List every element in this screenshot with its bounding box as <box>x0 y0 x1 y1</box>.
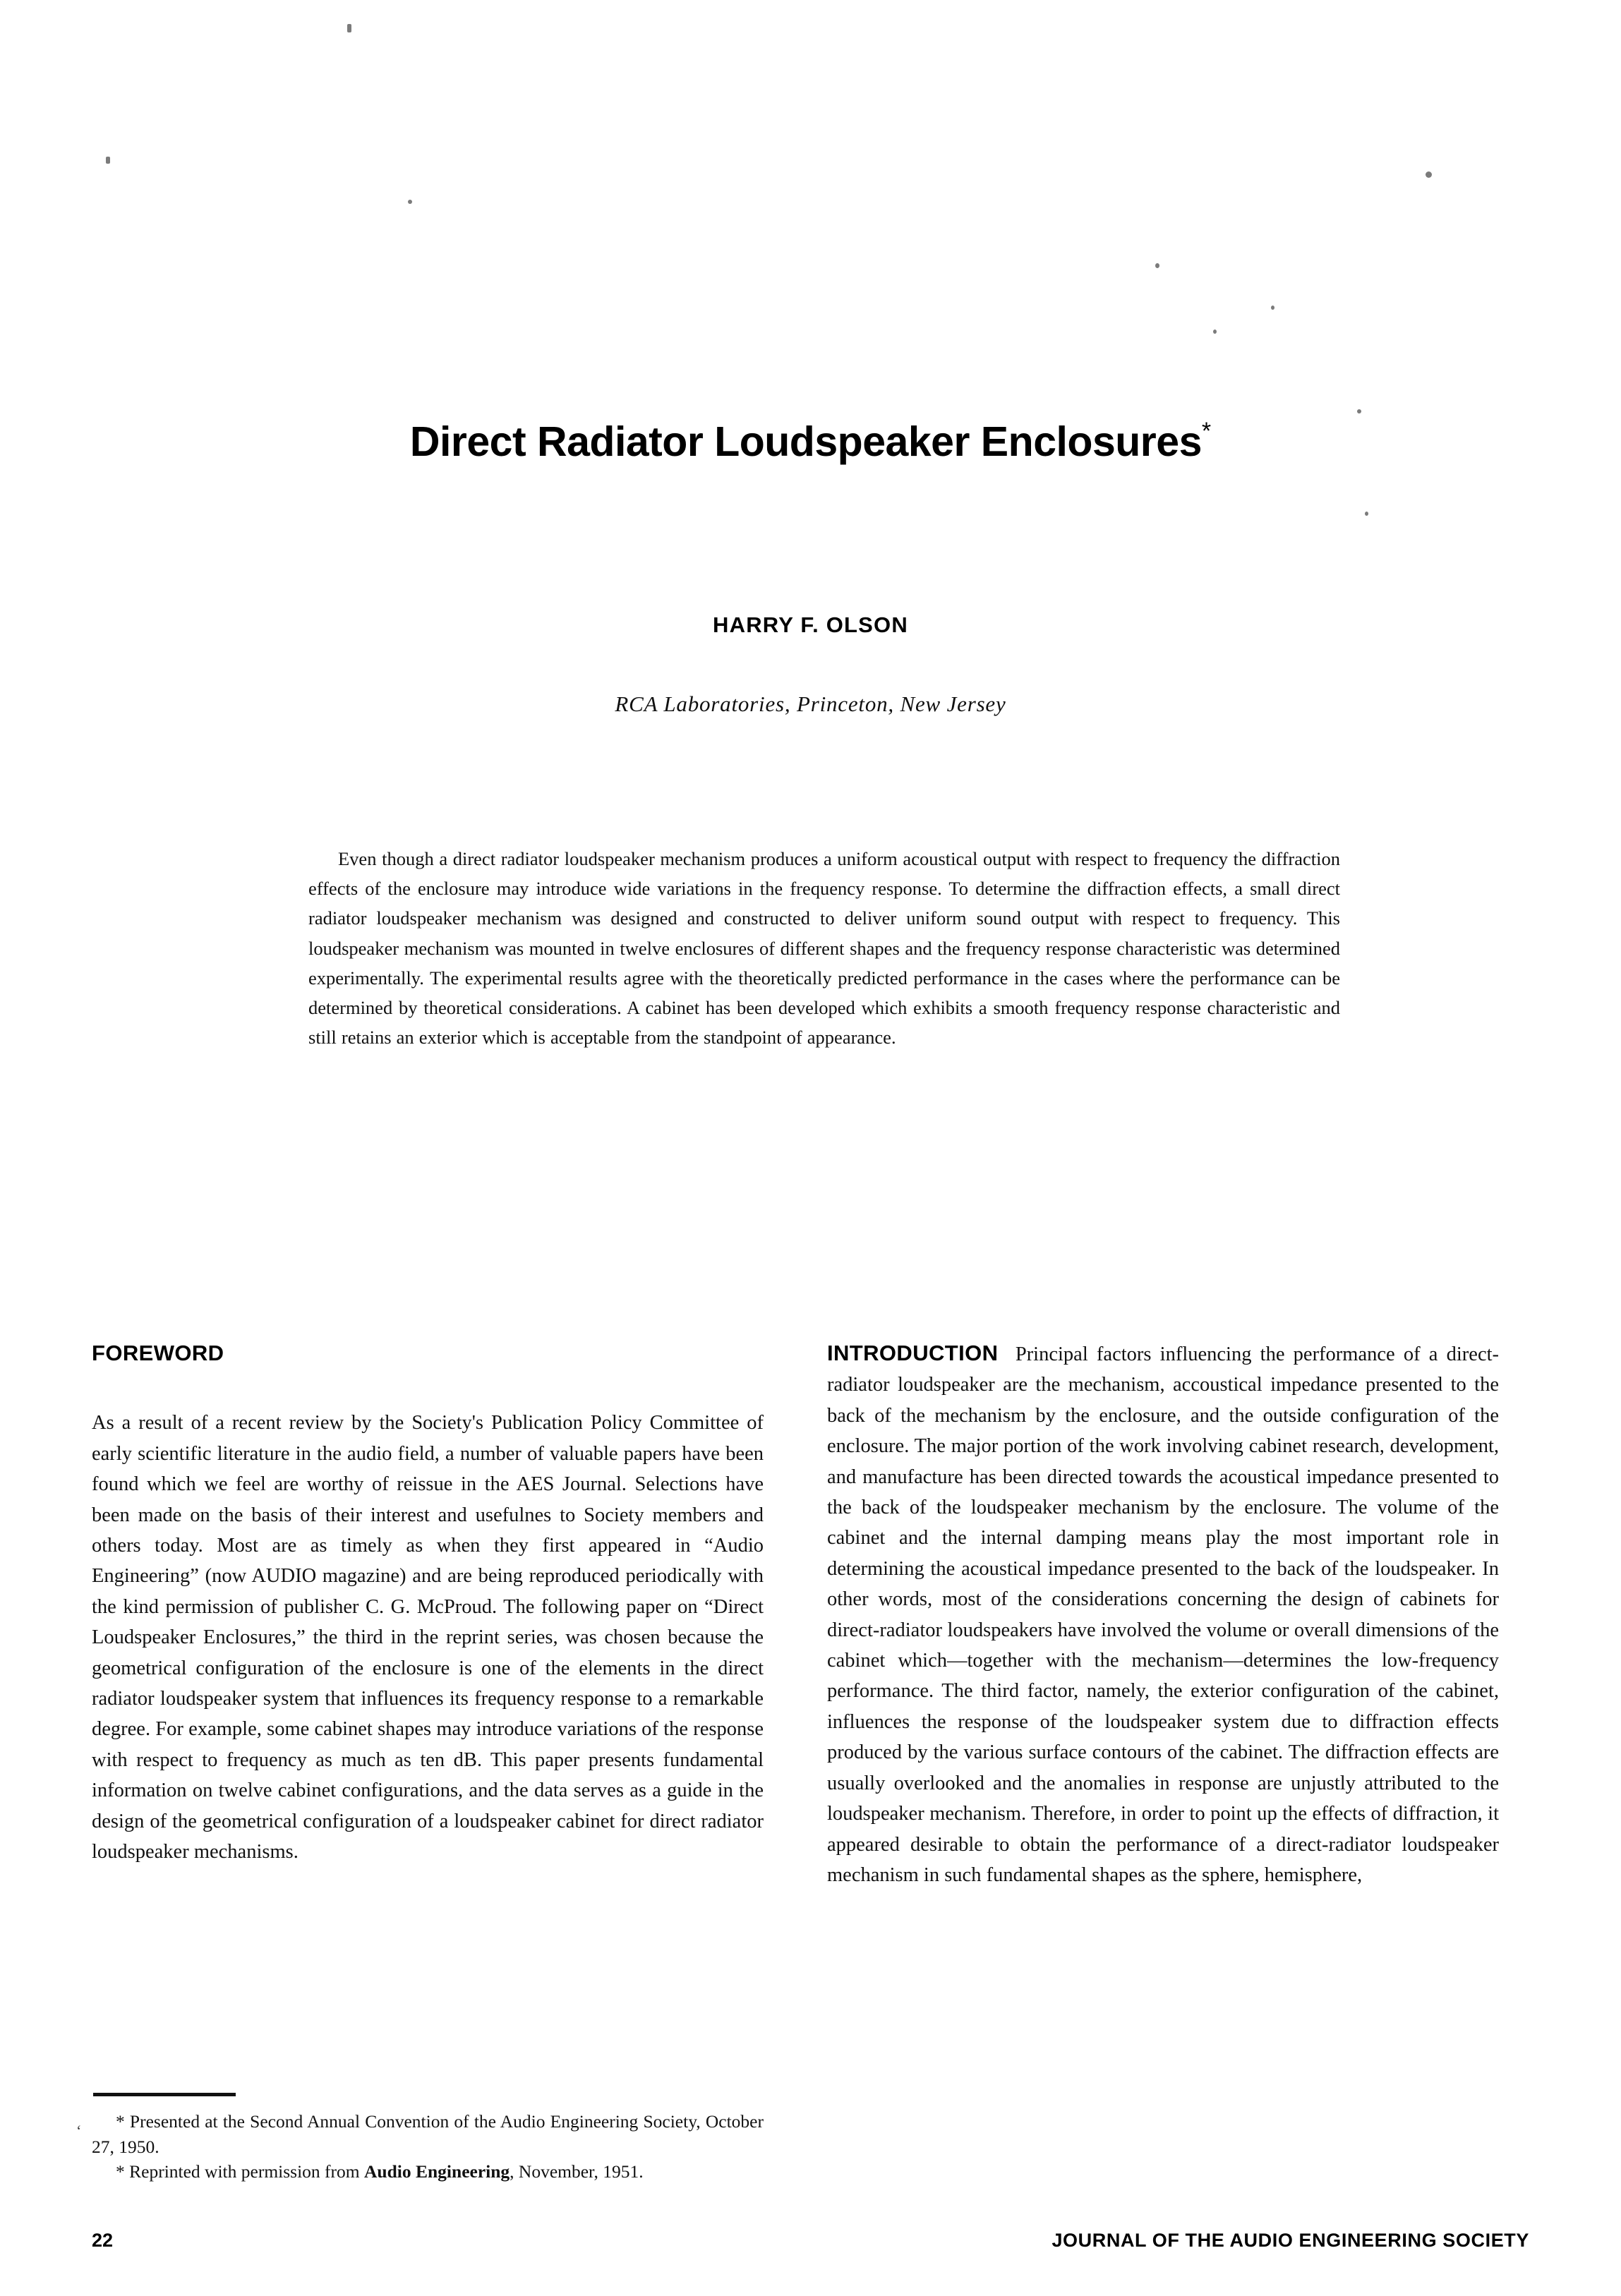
footnotes <box>76 2093 764 2185</box>
scan-artifact: ‘ <box>76 2122 82 2139</box>
introduction-paragraph-block <box>827 1338 1499 1890</box>
section-heading-foreword: FOREWORD <box>92 1341 224 1365</box>
introduction-paragraph-text: Principal factors influencing the performance of a direct-radiator loudspeaker are the mechanism, accoustical impedance presented to the back of the mechanism by the enclosure, and the outside configuration of the enclosure. The major portion of the work involving cabinet research, development, and manufacture has been directed towards the acoustical impedance presented to the back of the loudspeaker mechanism by the enclosure. The volume of the cabinet and the internal damping means play the most important role in determining the acoustical impedance presented to the back of the loudspeaker. In other words, most of the considerations concerning the design of cabinets for direct-radiator loudspeakers have involved the volume or overall dimensions of the cabinet which—together with the mechanism—determines the low-frequency performance. The third factor, namely, the exterior configuration of the cabinet, influences the response of the loudspeaker system due to diffraction effects produced by the various surface contours of the cabinet. The diffraction effects are usually overlooked and the anomalies in response are unjustly attributed to the loudspeaker mechanism. Therefore, in order to point up the effects of diffraction, it appeared desirable to obtain the performance of a direct-radiator loudspeaker mechanism in such fundamental shapes as the sphere, hemisphere, <box>827 1343 1499 1886</box>
footnote-rule <box>93 2093 236 2096</box>
scan-artifact <box>1213 330 1217 334</box>
scan-artifact <box>1271 306 1274 310</box>
left-column <box>92 1338 764 1868</box>
foreword-heading-block <box>92 1338 764 1370</box>
abstract: Even though a direct radiator loudspeaker mechanism produces a uniform acoustical output with respect to frequency the diffraction effects of the enclosure may introduce wide variations in the frequency response. To determine the diffraction effects, a small direct radiator loudspeaker mechanism was designed and constructed to deliver uniform sound output with respect to frequency. This loudspeaker mechanism was mounted in twelve enclosures of different shapes and the frequency response characteristic was determined experimentally. The experimental results agree with the theoretically predicted performance in the cases where the performance can be determined by theoretical considerations. A cabinet has been developed which exhibits a smooth frequency response characteristic and still retains an exterior which is acceptable from the standpoint of appearance. <box>308 848 1340 1049</box>
scan-artifact <box>1155 263 1159 268</box>
scan-artifact <box>408 200 412 204</box>
title-footnote-marker: * <box>1201 418 1212 445</box>
paper-title <box>0 418 1621 466</box>
scan-artifact <box>1426 171 1432 178</box>
footnote-reprint-before: * Reprinted with permission from <box>116 2161 364 2182</box>
scan-artifact <box>1365 512 1368 516</box>
page-number: 22 <box>92 2230 114 2251</box>
right-column <box>827 1338 1499 1890</box>
author-affiliation: RCA Laboratories, Princeton, New Jersey <box>615 691 1006 716</box>
scan-artifact <box>1357 409 1361 413</box>
scan-artifact <box>106 157 110 164</box>
footnote-presented: * Presented at the Second Annual Convention of the Audio Engineering Society, October 27, 1950. <box>92 2111 764 2157</box>
footnote-reprint-after: , November, 1951. <box>510 2161 644 2182</box>
author-name: HARRY F. OLSON <box>713 612 908 637</box>
paper-title-text: Direct Radiator Loudspeaker Enclosures <box>409 418 1202 465</box>
footnote-reprint <box>92 2159 764 2185</box>
section-heading-introduction: INTRODUCTION <box>827 1341 999 1365</box>
journal-name: JOURNAL OF THE AUDIO ENGINEERING SOCIETY <box>1051 2230 1529 2251</box>
foreword-paragraph: As a result of a recent review by the Society's Publication Policy Committee of early scientific literature in the audio field, a number of valuable papers have been found which we feel are worthy of reissue in the AES Journal. Selections have been made on the basis of their interest and usefulnes to Society members and others today. Most are as timely as when they first appeared in “Audio Engineering” (now AUDIO magazine) and are being reproduced periodically with the kind permission of publisher C. G. McProud. The following paper on “Direct Loudspeaker Enclosures,” the third in the reprint series, was chosen because the geometrical configuration of the enclosure is one of the elements in the direct radiator loudspeaker system that influences its frequency response to a remarkable degree. For example, some cabinet shapes may introduce variations of the response with respect to frequency as much as ten dB. This paper presents fundamental information on twelve cabinet configurations, and the data serves as a guide in the design of the geometrical configuration of a loudspeaker cabinet for direct radiator loudspeaker mechanisms. <box>92 1412 764 1863</box>
footnote-reprint-source: Audio Engineering <box>364 2161 510 2182</box>
scan-artifact <box>347 24 351 32</box>
